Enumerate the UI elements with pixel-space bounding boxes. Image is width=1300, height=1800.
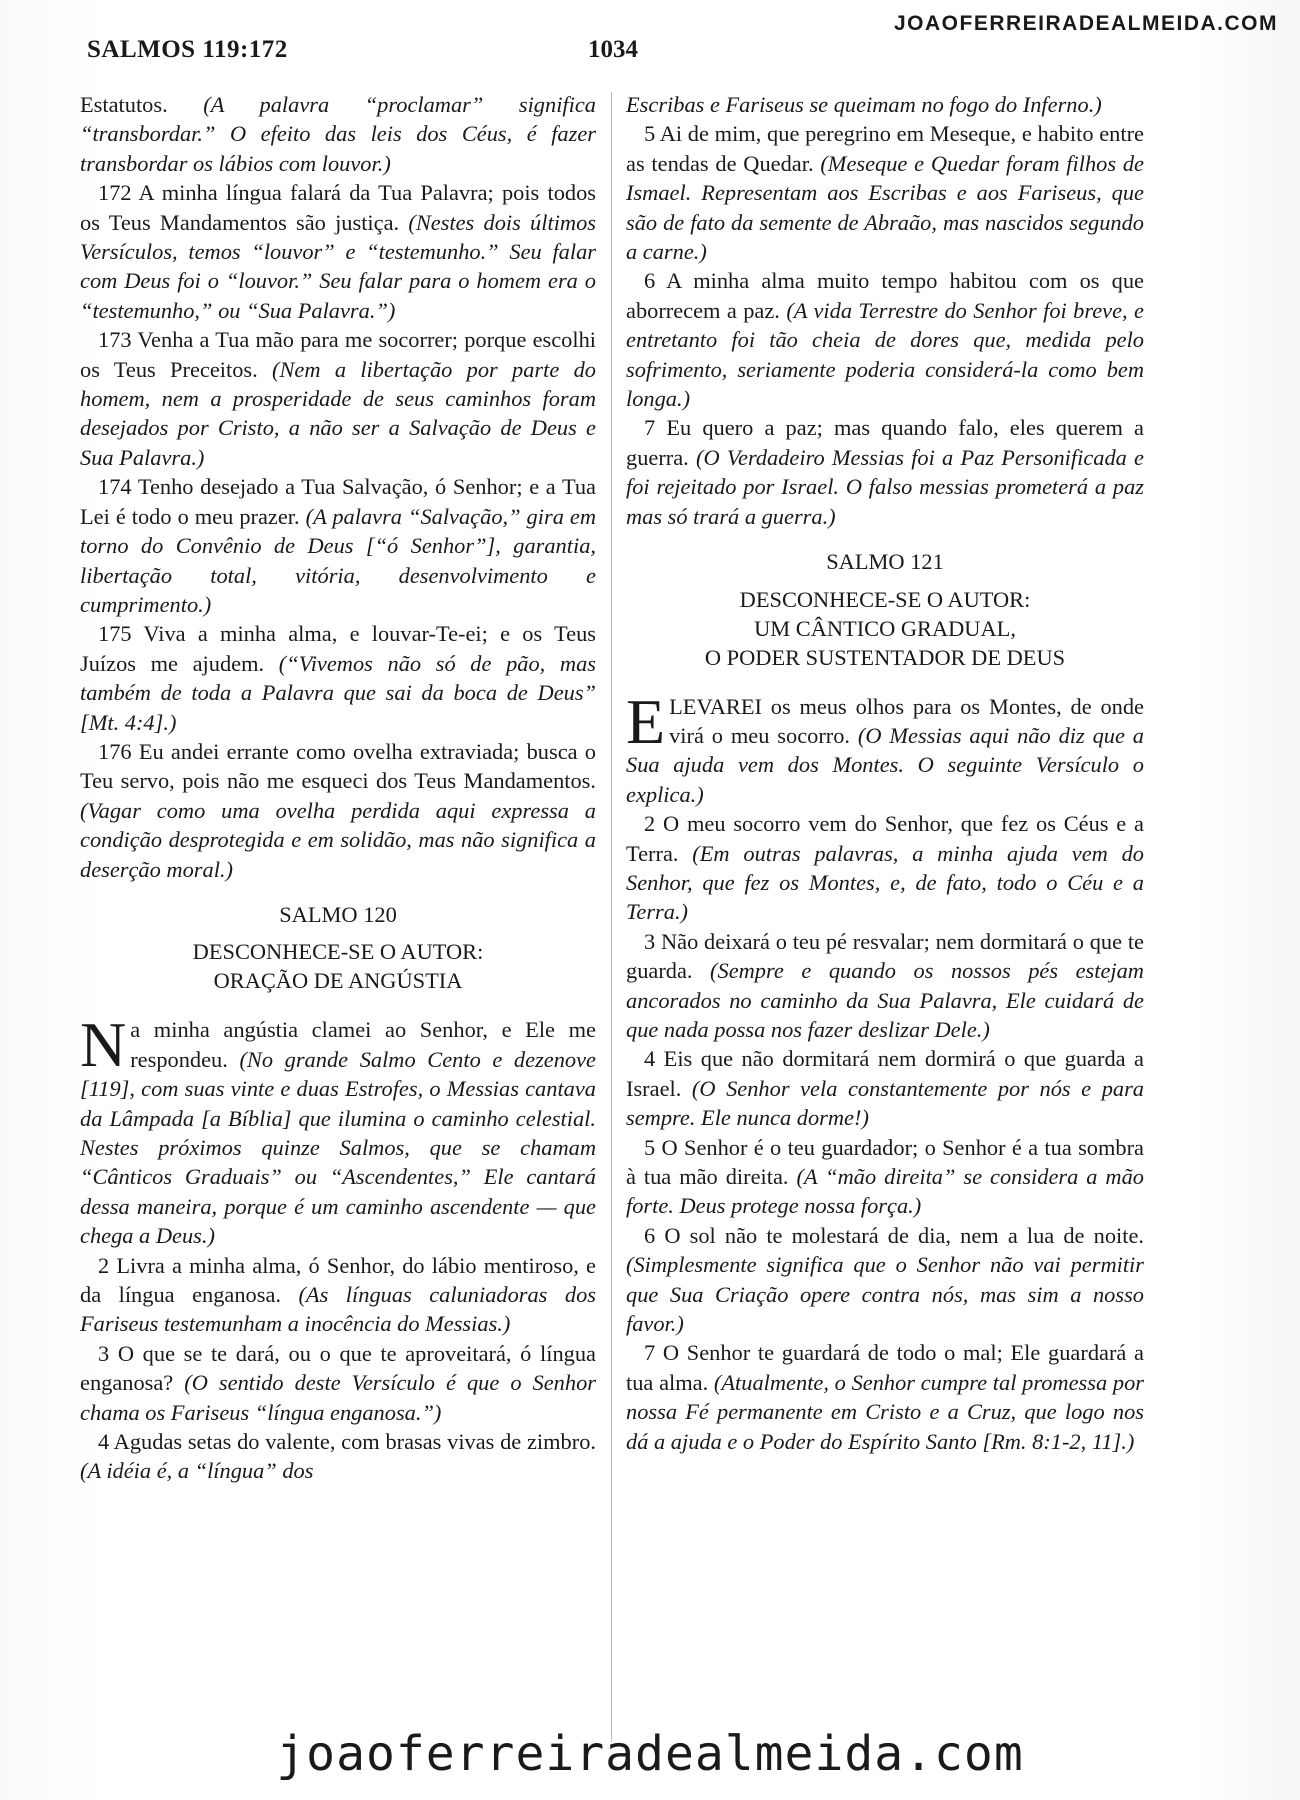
verse-commentary: (Simplesmente significa que o Senhor não vai permitir que Sua Criação opere contra nós, mas sim a nosso favor.) bbox=[626, 1252, 1144, 1337]
verse-121-7 bbox=[626, 1338, 1144, 1456]
verse-120-7 bbox=[626, 413, 1144, 531]
verse-text: 175 Viva a minha alma, e louvar-Te-ei; e os Teus Juízos me ajudem. bbox=[80, 621, 596, 676]
verse-121-6 bbox=[626, 1221, 1144, 1339]
verse-continuation bbox=[80, 90, 596, 178]
verse-120-2 bbox=[80, 1251, 596, 1339]
verse-commentary: (A idéia é, a “língua” dos bbox=[80, 1458, 314, 1484]
verse-commentary: (Atualmente, o Senhor cumpre tal promessa por nossa Fé permanente em Cristo e a Cruz, que logo nos dá a ajuda e o Poder do Espírito Santo [Rm. 8:1-2, 11].) bbox=[626, 1369, 1144, 1454]
verse-121-3 bbox=[626, 927, 1144, 1045]
verse-119-173 bbox=[80, 325, 596, 472]
verse-commentary: (A “mão direita” se considera a mão forte. Deus protege nossa força.) bbox=[626, 1164, 1144, 1219]
psalm-title-line: DESCONHECE-SE O AUTOR: bbox=[192, 939, 484, 965]
verse-commentary: (Em outras palavras, a minha ajuda vem do Senhor, que fez os Montes, e, de fato, todo o Céu e a Terra.) bbox=[626, 840, 1144, 925]
verse-119-174 bbox=[80, 472, 596, 619]
verse-text: 2 O meu socorro vem do Senhor, que fez os Céus e a Terra. bbox=[626, 811, 1144, 866]
verse-120-1 bbox=[80, 1009, 596, 1250]
psalm-title-line: UM CÂNTICO GRADUAL, bbox=[754, 615, 1016, 641]
verse-text: 5 Ai de mim, que peregrino em Meseque, e habito entre as tendas de Quedar. bbox=[626, 121, 1144, 176]
psalm-title bbox=[626, 585, 1144, 672]
verse-commentary: (A palavra “Salvação,” gira em torno do Convênio de Deus [“ó Senhor”], garantia, libertação total, vitória, desenvolvimento e cumprimento.) bbox=[80, 503, 596, 617]
psalm-title-line: ORAÇÃO DE ANGÚSTIA bbox=[213, 968, 463, 994]
verse-120-5 bbox=[626, 119, 1144, 266]
verse-commentary: (Sempre e quando os nossos pés estejam ancorados no caminho da Sua Palavra, Ele cuidará de que nada possa nos fazer deslizar Dele.) bbox=[626, 958, 1144, 1042]
verse-commentary: (Nestes dois últimos Versículos, temos “louvor” e “testemunho.” Seu falar com Deus foi o “louvor.” Seu falar para o homem era o “testemunho,” ou “Sua Palavra.”) bbox=[80, 209, 596, 323]
verse-119-176 bbox=[80, 737, 596, 884]
drop-cap: E bbox=[626, 685, 666, 757]
verse-commentary: (O Senhor vela constantemente por nós e para sempre. Ele nunca dorme!) bbox=[626, 1075, 1144, 1131]
psalm-heading: SALMO 120 bbox=[279, 901, 397, 927]
verse-commentary: (Meseque e Quedar foram filhos de Ismael. Representam aos Escribas e aos Fariseus, que são de fato da semente de Abraão, mas nascidos segundo a carne.) bbox=[626, 150, 1144, 265]
running-head-reference: SALMOS 119:172 bbox=[87, 36, 288, 63]
verse-121-4 bbox=[626, 1044, 1144, 1132]
verse-text: 3 Não deixará o teu pé resvalar; nem dormitará o que te guarda. bbox=[626, 928, 1144, 984]
verse-text: LEVAREI os meus olhos para os Montes, de onde virá o meu socorro. bbox=[669, 693, 1144, 748]
verse-commentary: (O sentido deste Versículo é que o Senhor chama os Fariseus “língua enganosa.”) bbox=[80, 1370, 596, 1425]
verse-commentary: (A vida Terrestre do Senhor foi breve, e entretanto foi tão cheia de dores que, medida pelo sofrimento, seriamente poderia considerá-la como bem longa.) bbox=[626, 297, 1144, 412]
verse-120-4 bbox=[80, 1427, 596, 1486]
left-column bbox=[80, 90, 596, 1486]
psalm-title bbox=[80, 937, 596, 995]
verse-text: 3 O que se te dará, ou o que te aproveitará, ó língua enganosa? bbox=[80, 1340, 596, 1396]
verse-commentary: (O Messias aqui não diz que a Sua ajuda vem dos Montes. O seguinte Versículo o explica.) bbox=[626, 722, 1144, 807]
verse-text: 172 A minha língua falará da Tua Palavra; pois todos os Teus Mandamentos são justiça. bbox=[80, 180, 596, 235]
verse-commentary: Escribas e Fariseus se queimam no fogo do Inferno.) bbox=[626, 92, 1102, 117]
psalm-title-line: DESCONHECE-SE O AUTOR: bbox=[739, 586, 1031, 612]
verse-commentary: (A palavra “proclamar” significa “transbordar.” O efeito das leis dos Céus, é fazer transbordar os lábios com louvor.) bbox=[80, 92, 596, 176]
verse-text: 4 Agudas setas do valente, com brasas vivas de zimbro. bbox=[98, 1429, 596, 1455]
drop-cap: N bbox=[80, 1009, 127, 1081]
verse-commentary: (No grande Salmo Cento e dezenove [119], com suas vinte e duas Estrofes, o Messias cantava da Lâmpada [a Bíblia] que ilumina o caminho celestial. Nestes próximos quinze Salmos, que se chamam “Cânticos Graduais” ou “Ascendentes,” Ele cantará dessa maneira, porque é um caminho ascendente — que chega a Deus.) bbox=[80, 1046, 596, 1249]
verse-text: 6 O sol não te molestará de dia, nem a lua de noite. bbox=[644, 1222, 1144, 1248]
verse-text: 174 Tenho desejado a Tua Salvação, ó Senhor; e a Tua Lei é todo o meu prazer. bbox=[80, 474, 596, 529]
verse-text: 6 A minha alma muito tempo habitou com os que aborrecem a paz. bbox=[626, 268, 1144, 323]
verse-121-1 bbox=[626, 685, 1144, 810]
verse-119-175 bbox=[80, 619, 596, 737]
verse-text: 7 O Senhor te guardará de todo o mal; Ele guardará a tua alma. bbox=[626, 1340, 1144, 1395]
verse-text: a minha angústia clamei ao Senhor, e Ele me respondeu. bbox=[130, 1017, 596, 1072]
verse-continuation bbox=[626, 90, 1144, 119]
verse-text: 176 Eu andei errante como ovelha extraviada; busca o Teu servo, pois não me esqueci dos Teus Mandamentos. bbox=[80, 738, 596, 794]
verse-text: 173 Venha a Tua mão para me socorrer; porque escolhi os Teus Preceitos. bbox=[80, 327, 596, 382]
verse-text: Estatutos. bbox=[80, 92, 204, 117]
verse-text: 4 Eis que não dormitará nem dormirá o que guarda a Israel. bbox=[626, 1046, 1144, 1101]
verse-121-2 bbox=[626, 809, 1144, 927]
verse-120-3 bbox=[80, 1339, 596, 1427]
verse-commentary: (O Verdadeiro Messias foi a Paz Personificada e foi rejeitado por Israel. O falso messias prometerá a paz mas só trará a guerra.) bbox=[626, 444, 1144, 529]
psalm-heading: SALMO 121 bbox=[826, 549, 944, 575]
verse-text: 7 Eu quero a paz; mas quando falo, eles querem a guerra. bbox=[626, 415, 1144, 470]
right-column bbox=[626, 90, 1144, 1456]
watermark-site-header: JOAOFERREIRADEALMEIDA.COM bbox=[893, 12, 1278, 35]
watermark-site-footer: joaoferreiradealmeida.com bbox=[276, 1726, 1024, 1782]
verse-text: 2 Livra a minha alma, ó Senhor, do lábio mentiroso, e da língua enganosa. bbox=[80, 1252, 596, 1308]
column-divider bbox=[611, 92, 612, 1742]
verse-120-6 bbox=[626, 266, 1144, 413]
verse-commentary: (As línguas caluniadoras dos Fariseus testemunham a inocência do Messias.) bbox=[80, 1282, 596, 1337]
verse-commentary: (“Vivemos não só de pão, mas também de toda a Palavra que sai da boca de Deus” [Mt. 4:4].) bbox=[80, 650, 596, 735]
page-number: 1034 bbox=[588, 36, 638, 63]
verse-text: 5 O Senhor é o teu guardador; o Senhor é a tua sombra à tua mão direita. bbox=[626, 1134, 1144, 1189]
psalm-title-line: O PODER SUSTENTADOR DE DEUS bbox=[704, 644, 1066, 670]
verse-commentary: (Nem a libertação por parte do homem, nem a prosperidade de seus caminhos foram desejados por Cristo, a não ser a Salvação de Deus e Sua Palavra.) bbox=[80, 356, 596, 470]
verse-119-172 bbox=[80, 178, 596, 325]
verse-commentary: (Vagar como uma ovelha perdida aqui expressa a condição desprotegida e em solidão, mas não significa a deserção moral.) bbox=[80, 797, 596, 882]
verse-121-5 bbox=[626, 1133, 1144, 1221]
